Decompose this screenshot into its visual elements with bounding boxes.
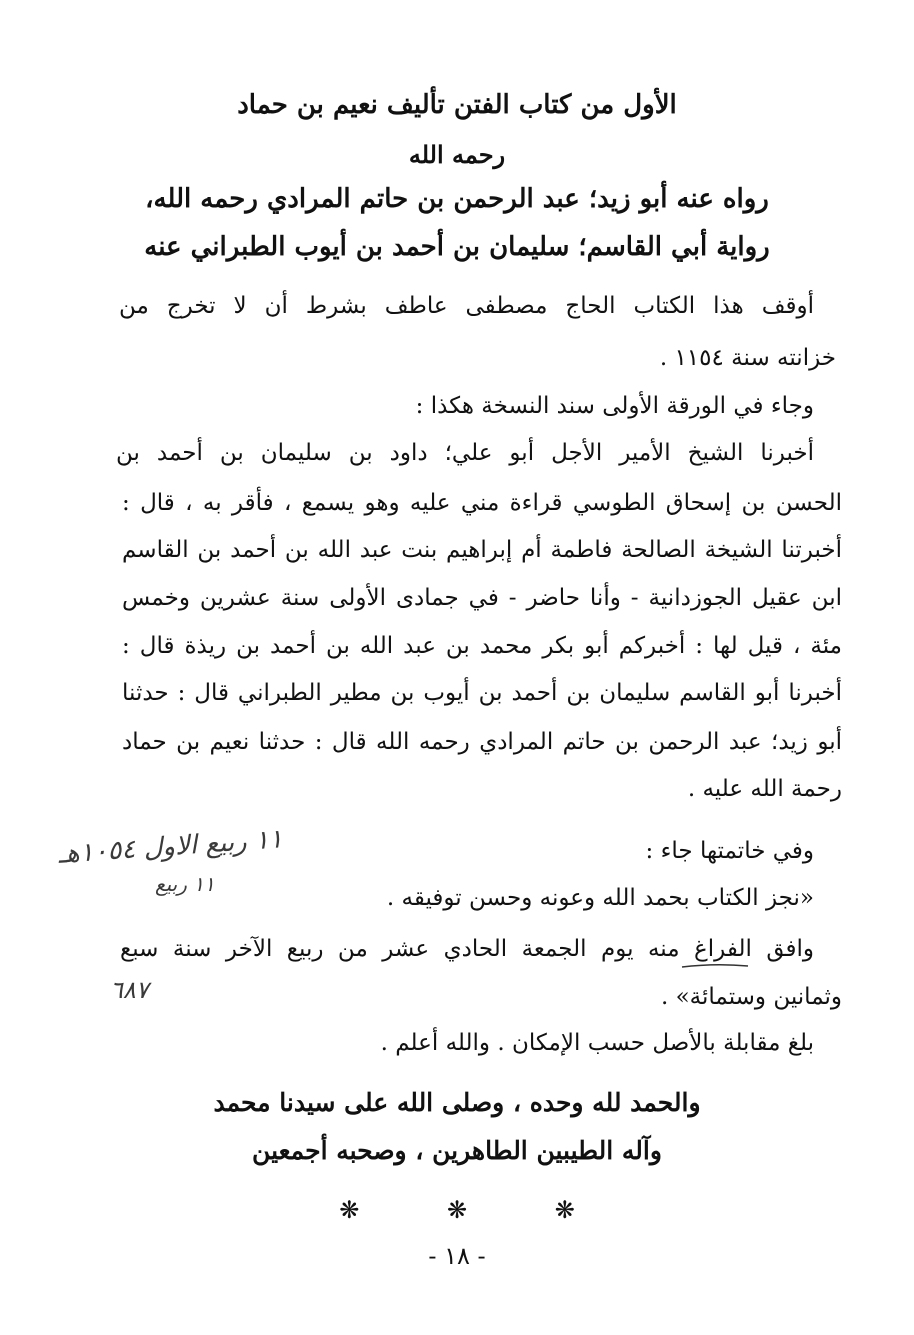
- handwritten-note-year: ٦٨٧: [110, 976, 149, 1004]
- colophon-line-4: بلغ مقابلة بالأصل حسب الإمكان . والله أعلم .: [380, 1030, 814, 1056]
- sanad-line-8: رحمة الله عليه .: [687, 776, 842, 802]
- sanad-intro: وجاء في الورقة الأولى سند النسخة هكذا :: [415, 393, 814, 419]
- colophon-line-2: وافق الفراغ منه يوم الجمعة الحادي عشر من ربيع الآخر سنة سبع: [120, 936, 814, 962]
- page-number: - ١٨ -: [428, 1242, 486, 1270]
- colophon-line-1: «نجز الكتاب بحمد الله وعونه وحسن توفيقه .: [386, 885, 814, 911]
- ornament-star-icon: ❋: [446, 1196, 468, 1224]
- title-line-3: رواه عنه أبو زيد؛ عبد الرحمن بن حاتم المرادي رحمه الله،: [145, 184, 769, 214]
- sanad-line-4: ابن عقيل الجوزدانية - وأنا حاضر - في جمادى الأولى سنة عشرين وخمس: [122, 585, 842, 611]
- closing-line-1: والحمد لله وحده ، وصلى الله على سيدنا محمد: [213, 1088, 701, 1117]
- colophon-intro: وفي خاتمتها جاء :: [645, 838, 814, 864]
- waqf-line-2: خزانته سنة ١١٥٤ .: [659, 345, 836, 371]
- title-line-4: رواية أبي القاسم؛ سليمان بن أحمد بن أيوب الطبراني عنه: [144, 232, 770, 262]
- waqf-line-1: أوقف هذا الكتاب الحاج مصطفى عاطف بشرط أن لا تخرج من: [119, 293, 814, 319]
- title-line-2: رحمه الله: [408, 140, 506, 169]
- sanad-line-6: أخبرنا أبو القاسم سليمان بن أحمد بن أيوب بن مطير الطبراني قال : حدثنا: [122, 680, 842, 706]
- ornament-star-icon: ❋: [339, 1196, 360, 1224]
- sanad-line-3: أخبرتنا الشيخة الصالحة فاطمة أم إبراهيم بنت عبد الله بن أحمد بن القاسم: [122, 537, 842, 563]
- ornament-star-icon: ❋: [554, 1196, 575, 1224]
- sanad-line-2: الحسن بن إسحاق الطوسي قراءة مني عليه وهو يسمع ، فأقر به ، قال :: [122, 490, 842, 516]
- handwritten-note-short: ١١ ربيع: [155, 872, 215, 896]
- sanad-line-7: أبو زيد؛ عبد الرحمن بن حاتم المرادي رحمه الله قال : حدثنا نعيم بن حماد: [122, 729, 842, 755]
- handwritten-note-date: ١١ ربيع الاول ١٠٥٤هـ: [57, 824, 284, 870]
- ornament-row: [0, 1196, 914, 1224]
- handwritten-underline: [680, 962, 750, 970]
- closing-line-2: وآله الطيبين الطاهرين ، وصحبه أجمعين: [252, 1136, 662, 1165]
- sanad-line-5: مئة ، قيل لها : أخبركم أبو بكر محمد بن عبد الله بن أحمد بن ريذة قال :: [122, 633, 842, 659]
- sanad-line-1: أخبرنا الشيخ الأمير الأجل أبو علي؛ داود بن سليمان بن أحمد بن: [116, 440, 814, 466]
- title-line-1: الأول من كتاب الفتن تأليف نعيم بن حماد: [237, 90, 677, 120]
- colophon-line-3: وثمانين وستمائة» .: [660, 984, 842, 1010]
